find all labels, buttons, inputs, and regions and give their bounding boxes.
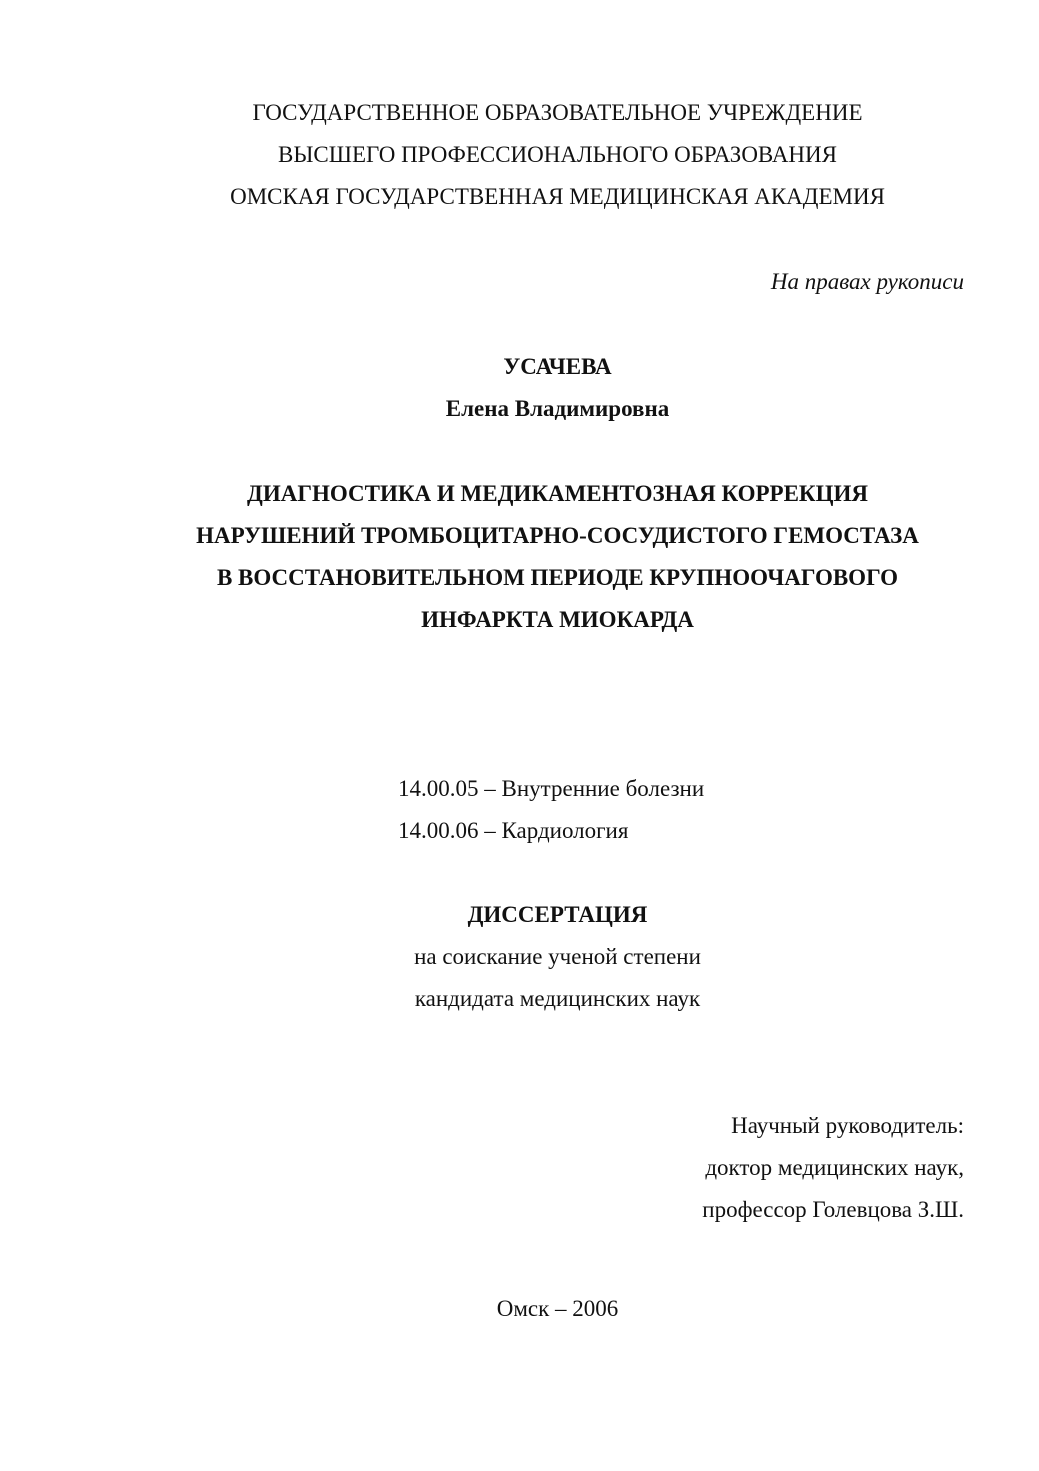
work-type-line-1: на соискание ученой степени [414, 944, 701, 969]
specialty-1: 14.00.05 – Внутренние болезни [398, 776, 705, 801]
title-line-4: ИНФАРКТА МИОКАРДА [421, 607, 694, 632]
title-line-1: ДИАГНОСТИКА И МЕДИКАМЕНТОЗНАЯ КОРРЕКЦИЯ [247, 481, 868, 506]
supervisor-line-3: профессор Голевцова З.Ш. [702, 1197, 964, 1222]
author-given-names: Елена Владимировна [445, 396, 670, 421]
author-surname: УСАЧЕВА [503, 354, 612, 379]
title-line-3: В ВОССТАНОВИТЕЛЬНОМ ПЕРИОДЕ КРУПНООЧАГОВОГО [216, 565, 899, 590]
title-line-2: НАРУШЕНИЙ ТРОМБОЦИТАРНО-СОСУДИСТОГО ГЕМОСТАЗА [196, 523, 919, 548]
institution-line-3: ОМСКАЯ ГОСУДАРСТВЕННАЯ МЕДИЦИНСКАЯ АКАДЕМИЯ [230, 184, 885, 209]
place-year: Омск – 2006 [496, 1296, 619, 1321]
work-type-heading: ДИССЕРТАЦИЯ [467, 902, 648, 927]
specialty-2: 14.00.06 – Кардиология [398, 818, 629, 843]
institution-line-2: ВЫСШЕГО ПРОФЕССИОНАЛЬНОГО ОБРАЗОВАНИЯ [278, 142, 837, 167]
institution-line-1: ГОСУДАРСТВЕННОЕ ОБРАЗОВАТЕЛЬНОЕ УЧРЕЖДЕНИЕ [252, 100, 863, 125]
supervisor-line-1: Научный руководитель: [731, 1113, 964, 1138]
manuscript-note: На правах рукописи [770, 269, 964, 294]
work-type-line-2: кандидата медицинских наук [414, 986, 701, 1011]
supervisor-line-2: доктор медицинских наук, [705, 1155, 964, 1180]
